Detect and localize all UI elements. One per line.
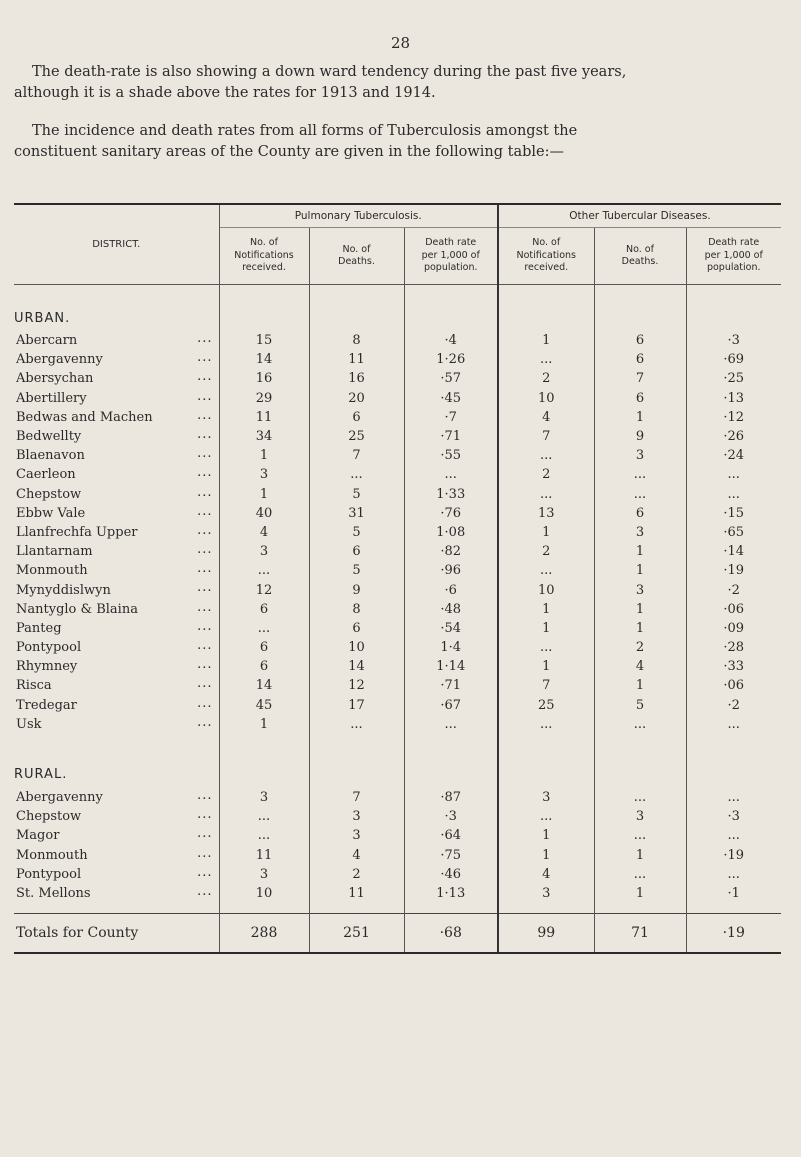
o-notif-cell: 1 [498,523,594,542]
totals-p-notif: 288 [219,914,309,954]
p-deaths-cell: 7 [309,788,404,807]
p-deaths-cell: 5 [309,561,404,580]
intro-p2-line1: The incidence and death rates from all forms of Tuberculosis amongst the [32,123,578,139]
p-rate-cell: ·7 [404,408,498,427]
o-notif-cell: ... [498,807,594,826]
district-name: Rhymney ... [16,657,213,675]
o-deaths-cell: 1 [594,846,686,865]
o-notif-cell: 1 [498,619,594,638]
o-notif-cell: 1 [498,826,594,845]
table-row [14,715,781,734]
o-rate-cell: ·06 [686,676,781,695]
table-row [14,331,781,350]
p-rate-cell: ·76 [404,504,498,523]
table-row [14,523,781,542]
district-name: Bedwellty ... [16,426,213,445]
p-deaths-cell: ... [309,465,404,484]
o-rate-cell: ·69 [686,350,781,369]
rural-section-label: RURAL. [14,767,68,783]
table-row [14,580,781,599]
district-name: Risca ... [16,676,213,694]
district-name: Monmouth ... [16,561,213,579]
o-rate-cell: ·19 [686,846,781,865]
o-rate-cell: ... [686,715,781,734]
p-deaths-cell: 5 [309,523,404,542]
o-notif-cell: 3 [498,884,594,903]
p-rate-cell: 1·33 [404,485,498,504]
p-notif-cell: 1 [219,485,309,504]
p-deaths-cell: 6 [309,408,404,427]
p-notif-cell: 14 [219,350,309,369]
district-name: Ebbw Vale ... [16,503,213,521]
p-notif-cell: ... [219,561,309,580]
totals-o-deaths: 71 [594,914,686,954]
o-rate-cell: ·2 [686,696,781,715]
p-notif-cell: 11 [219,408,309,427]
p-rate-cell: ... [404,715,498,734]
o-deaths-cell: 3 [594,807,686,826]
table-row [14,427,781,446]
p-deaths-cell: 4 [309,846,404,865]
table-row [14,619,781,638]
p-rate-cell: ·82 [404,542,498,561]
p-notif-cell: 16 [219,369,309,388]
p-rate-cell: ·64 [404,826,498,845]
p-rate-cell: ·3 [404,807,498,826]
p-deaths-cell: 9 [309,580,404,599]
p-deaths-cell: 11 [309,884,404,903]
p-notif-cell: 1 [219,446,309,465]
p-rate-cell: ·87 [404,788,498,807]
o-rate-cell: ... [686,788,781,807]
p-notif-cell: 1 [219,715,309,734]
p-deaths-cell: 20 [309,389,404,408]
o-deaths-cell: 6 [594,504,686,523]
district-name: Mynyddislwyn ... [16,580,213,598]
table-row [14,446,781,465]
o-notif-cell: 3 [498,788,594,807]
p-deaths-cell: 14 [309,657,404,676]
p-rate-cell: ·75 [404,846,498,865]
table-row [14,696,781,715]
p-notif-cell: 14 [219,676,309,695]
other-group-header: Other Tubercular Diseases. [498,204,781,228]
o-deaths-cell: 1 [594,408,686,427]
o-notif-cell: 7 [498,427,594,446]
district-name: Chepstow ... [16,484,213,502]
o-rate-cell: ·12 [686,408,781,427]
district-name: Blaenavon ... [16,446,213,464]
p-rate-cell: 1·14 [404,657,498,676]
o-deaths-cell: 5 [594,696,686,715]
p-notif-cell: 10 [219,884,309,903]
district-name: Bedwas and Machen ... [16,407,213,425]
totals-p-deaths: 251 [309,914,404,954]
p-deaths-cell: 6 [309,619,404,638]
district-name: Caerleon ... [16,465,213,483]
p-rate-cell: ·4 [404,331,498,350]
p-rate-cell: ·46 [404,865,498,884]
totals-o-notif: 99 [498,914,594,954]
p-deaths-cell: 3 [309,807,404,826]
o-notif-cell: 1 [498,600,594,619]
o-deaths-cell: 1 [594,561,686,580]
pulmonary-deaths-header: No. of Deaths. [309,228,404,285]
district-name: Magor ... [16,826,213,844]
p-notif-cell: 6 [219,600,309,619]
o-rate-cell: ·26 [686,427,781,446]
p-notif-cell: 3 [219,542,309,561]
tuberculosis-table [14,203,781,954]
p-notif-cell: 4 [219,523,309,542]
totals-p-rate: ·68 [404,914,498,954]
o-rate-cell: ·25 [686,369,781,388]
o-rate-cell: ... [686,485,781,504]
p-deaths-cell: 8 [309,600,404,619]
p-notif-cell: ... [219,826,309,845]
p-notif-cell: 40 [219,504,309,523]
intro-paragraph-1 [14,62,794,104]
table-row [14,846,781,865]
district-name: Pontypool ... [16,864,213,882]
p-notif-cell: 3 [219,865,309,884]
o-notif-cell: 2 [498,465,594,484]
o-notif-cell: 2 [498,542,594,561]
o-rate-cell: ·33 [686,657,781,676]
table-row [14,389,781,408]
p-notif-cell: 45 [219,696,309,715]
district-name: Monmouth ... [16,845,213,863]
other-notifications-header: No. of Notifications received. [498,228,594,285]
o-rate-cell: ·2 [686,580,781,599]
p-deaths-cell: ... [309,715,404,734]
table-row [14,561,781,580]
p-deaths-cell: 25 [309,427,404,446]
p-notif-cell: 12 [219,580,309,599]
p-deaths-cell: 10 [309,638,404,657]
district-name: Abersychan ... [16,369,213,387]
p-deaths-cell: 17 [309,696,404,715]
o-notif-cell: 1 [498,331,594,350]
table-row [14,676,781,695]
table-row [14,657,781,676]
p-deaths-cell: 6 [309,542,404,561]
district-name: Chepstow ... [16,807,213,825]
table-row [14,884,781,903]
o-notif-cell: ... [498,485,594,504]
table-row [14,542,781,561]
p-deaths-cell: 8 [309,331,404,350]
table-row [14,350,781,369]
o-notif-cell: ... [498,561,594,580]
o-deaths-cell: ... [594,826,686,845]
o-deaths-cell: 1 [594,542,686,561]
table-row [14,865,781,884]
o-notif-cell: ... [498,638,594,657]
table-row [14,826,781,845]
table-row [14,788,781,807]
p-rate-cell: 1·08 [404,523,498,542]
o-rate-cell: ... [686,865,781,884]
o-rate-cell: ·14 [686,542,781,561]
o-notif-cell: 2 [498,369,594,388]
district-name: Nantyglo & Blaina ... [16,599,213,617]
o-deaths-cell: 1 [594,619,686,638]
intro-p1-line1: The death-rate is also showing a down ward tendency during the past five years, [32,64,627,80]
table-row [14,504,781,523]
o-deaths-cell: 6 [594,350,686,369]
district-name: Llantarnam ... [16,542,213,560]
p-rate-cell: ·45 [404,389,498,408]
p-rate-cell: ·55 [404,446,498,465]
o-deaths-cell: 3 [594,580,686,599]
o-rate-cell: ·28 [686,638,781,657]
intro-p1-line2: although it is a shade above the rates for 1913 and 1914. [14,85,436,101]
table-row [14,807,781,826]
o-deaths-cell: 7 [594,369,686,388]
totals-row [14,914,781,954]
table-row [14,600,781,619]
o-deaths-cell: ... [594,865,686,884]
p-notif-cell: 34 [219,427,309,446]
table-row [14,465,781,484]
page-number: 28 [390,34,411,52]
p-rate-cell: 1·26 [404,350,498,369]
p-deaths-cell: 12 [309,676,404,695]
p-deaths-cell: 11 [309,350,404,369]
o-deaths-cell: 3 [594,523,686,542]
o-notif-cell: 10 [498,580,594,599]
p-deaths-cell: 2 [309,865,404,884]
o-notif-cell: 13 [498,504,594,523]
district-name: Pontypool ... [16,638,213,656]
o-rate-cell: ... [686,465,781,484]
district-name: Tredegar ... [16,695,213,713]
district-name: Abercarn ... [16,331,213,349]
district-name: Abergavenny ... [16,350,213,368]
o-notif-cell: ... [498,446,594,465]
o-rate-cell: ·3 [686,331,781,350]
o-deaths-cell: 6 [594,389,686,408]
intro-p2-line2: constituent sanitary areas of the County are given in the following table:— [14,144,565,160]
p-notif-cell: 15 [219,331,309,350]
o-deaths-cell: ... [594,715,686,734]
o-rate-cell: ·3 [686,807,781,826]
o-notif-cell: 4 [498,408,594,427]
p-rate-cell: ·71 [404,676,498,695]
o-deaths-cell: 1 [594,884,686,903]
urban-section-label: URBAN. [14,310,71,326]
p-notif-cell: ... [219,807,309,826]
p-rate-cell: ·6 [404,580,498,599]
p-notif-cell: 6 [219,657,309,676]
o-rate-cell: ·13 [686,389,781,408]
p-rate-cell: 1·4 [404,638,498,657]
o-deaths-cell: 1 [594,676,686,695]
p-deaths-cell: 7 [309,446,404,465]
p-notif-cell: ... [219,619,309,638]
o-deaths-cell: 9 [594,427,686,446]
district-name: St. Mellons ... [16,883,213,901]
o-deaths-cell: 6 [594,331,686,350]
pulmonary-rate-header: Death rate per 1,000 of population. [404,228,498,285]
o-deaths-cell: 3 [594,446,686,465]
p-deaths-cell: 16 [309,369,404,388]
o-notif-cell: 4 [498,865,594,884]
table-row [14,638,781,657]
pulmonary-notifications-header: No. of Notifications received. [219,228,309,285]
p-deaths-cell: 31 [309,504,404,523]
p-rate-cell: ·71 [404,427,498,446]
district-name: Abertillery ... [16,388,213,406]
o-rate-cell: ·24 [686,446,781,465]
p-deaths-cell: 5 [309,485,404,504]
p-rate-cell: ·48 [404,600,498,619]
o-notif-cell: ... [498,350,594,369]
o-rate-cell: ·15 [686,504,781,523]
table-row [14,485,781,504]
o-deaths-cell: ... [594,485,686,504]
p-rate-cell: ·67 [404,696,498,715]
pulmonary-group-header: Pulmonary Tuberculosis. [219,204,498,228]
totals-o-rate: ·19 [686,914,781,954]
o-rate-cell: ·09 [686,619,781,638]
o-rate-cell: ·19 [686,561,781,580]
p-rate-cell: 1·13 [404,884,498,903]
o-rate-cell: ... [686,826,781,845]
o-notif-cell: ... [498,715,594,734]
p-deaths-cell: 3 [309,826,404,845]
p-rate-cell: ... [404,465,498,484]
table-row [14,408,781,427]
o-rate-cell: ·06 [686,600,781,619]
district-column-header: DISTRICT. [14,204,219,285]
p-rate-cell: ·54 [404,619,498,638]
district-name: Llanfrechfa Upper ... [16,522,213,540]
p-notif-cell: 11 [219,846,309,865]
o-notif-cell: 25 [498,696,594,715]
table-row [14,369,781,388]
o-notif-cell: 7 [498,676,594,695]
p-rate-cell: ·96 [404,561,498,580]
o-notif-cell: 1 [498,846,594,865]
totals-label: Totals for County [14,914,219,954]
p-rate-cell: ·57 [404,369,498,388]
other-rate-header: Death rate per 1,000 of population. [686,228,781,285]
o-deaths-cell: 1 [594,600,686,619]
p-notif-cell: 3 [219,788,309,807]
intro-paragraph-2 [14,121,794,163]
o-deaths-cell: ... [594,465,686,484]
p-notif-cell: 6 [219,638,309,657]
other-deaths-header: No. of Deaths. [594,228,686,285]
o-notif-cell: 10 [498,389,594,408]
p-notif-cell: 3 [219,465,309,484]
district-name: Panteg ... [16,618,213,636]
district-name: Abergavenny ... [16,787,213,806]
o-deaths-cell: 4 [594,657,686,676]
district-name: Usk ... [16,714,213,732]
p-notif-cell: 29 [219,389,309,408]
o-rate-cell: ·65 [686,523,781,542]
o-rate-cell: ·1 [686,884,781,903]
o-notif-cell: 1 [498,657,594,676]
o-deaths-cell: 2 [594,638,686,657]
o-deaths-cell: ... [594,788,686,807]
